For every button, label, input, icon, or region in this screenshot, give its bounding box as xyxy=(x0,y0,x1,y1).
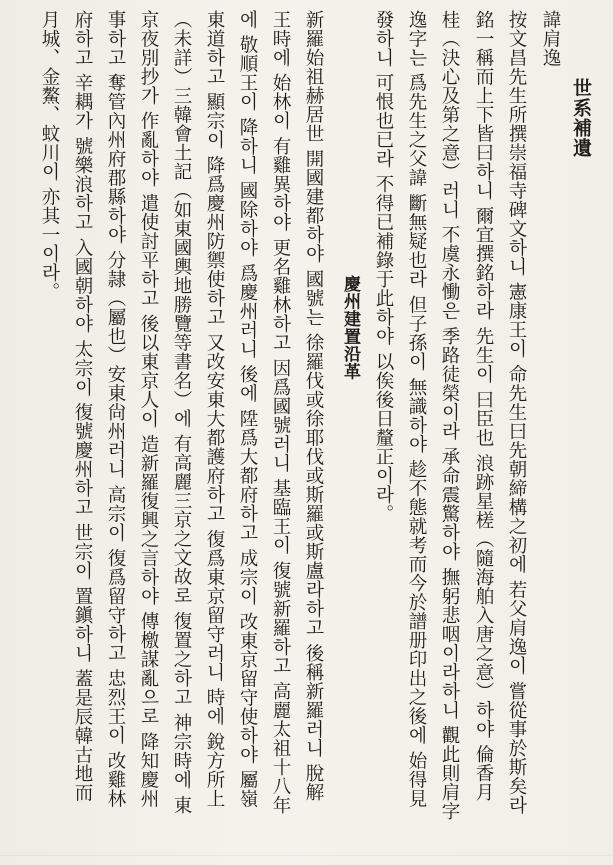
text-column: 逸字는 爲先生之父諱 斷無疑也라 但子孫이 無識하야 趁不態就考而今於譜册印出之後에 始得見 xyxy=(406,10,427,809)
text-column: 東道하고 顯宗이 降爲慶州防禦使하고 又改安東大都護府하고 復爲東京留守러니 時에 銳方所上 xyxy=(204,10,225,809)
text-column: （未詳）三韓會土記（如東國輿地勝覽等書名）에 有高麗三京之文故로 復置之하고 神宗時에 東 xyxy=(171,10,192,815)
text-column: 新羅始祖赫居世 開國建都하야 國號는 徐羅伐或徐耶伐或斯羅或斯盧라하고 後稱新羅러니 脫解 xyxy=(303,10,324,802)
text-column: 에 敬順王이 降하니 國除하야 爲慶州러니 後에 陞爲大都府하고 成宗이 改東京留守使하야 屬嶺 xyxy=(237,10,258,809)
text-column: 按文昌先生所撰崇福寺碑文하니 憲康王이 命先生曰先朝締構之初에 若父肩逸이 嘗從事於斯矣라 xyxy=(506,10,527,815)
text-column: 京夜別抄가 作亂하야 遣使討平하고 後以東京人이 造新羅復興之言하야 傳檄謀亂으로 降知慶州 xyxy=(138,10,159,809)
text-column: 月城、金鰲、蚊川이 亦其一이라。 xyxy=(39,10,60,302)
section-heading: 慶州建置沿革 xyxy=(340,275,360,380)
text-column: 事하고 奪管內州府郡縣하야 分隷（屬也）安東尙州러니 高宗이 復爲留守하고 忠烈王이 改雞林 xyxy=(105,10,126,809)
text-column: 桂（決心及第之意）러니 不虞永慟은 季路徒榮이라 承命震驚하야 撫躬悲咽이라하니 觀此則肩字 xyxy=(439,10,460,821)
text-column: 發하니 可恨也已라 不得已補錄于此하야 以俟後日釐正이라。 xyxy=(373,10,394,524)
text-column: 銘一稱而上下皆曰하니 爾宜撰銘하라 先生이 曰臣也 浪跡星槎（隨海舶入唐之意）하야 倫香月 xyxy=(473,10,494,802)
text-column: 諱肩逸 xyxy=(540,10,561,67)
text-column: 王時에 始林이 有雞異하야 更名雞林하고 因爲國號러니 基臨王이 復號新羅하고 高麗太祖十八年 xyxy=(270,10,291,815)
running-head: 世系補遺 xyxy=(570,78,592,158)
page-bottom-edge xyxy=(0,855,613,856)
text-column: 府하고 辛耦가 號樂浪하고 入國朝하야 太宗이 復號慶州하고 世宗이 置鎭하니 蓋是辰韓古地而 xyxy=(72,10,93,803)
